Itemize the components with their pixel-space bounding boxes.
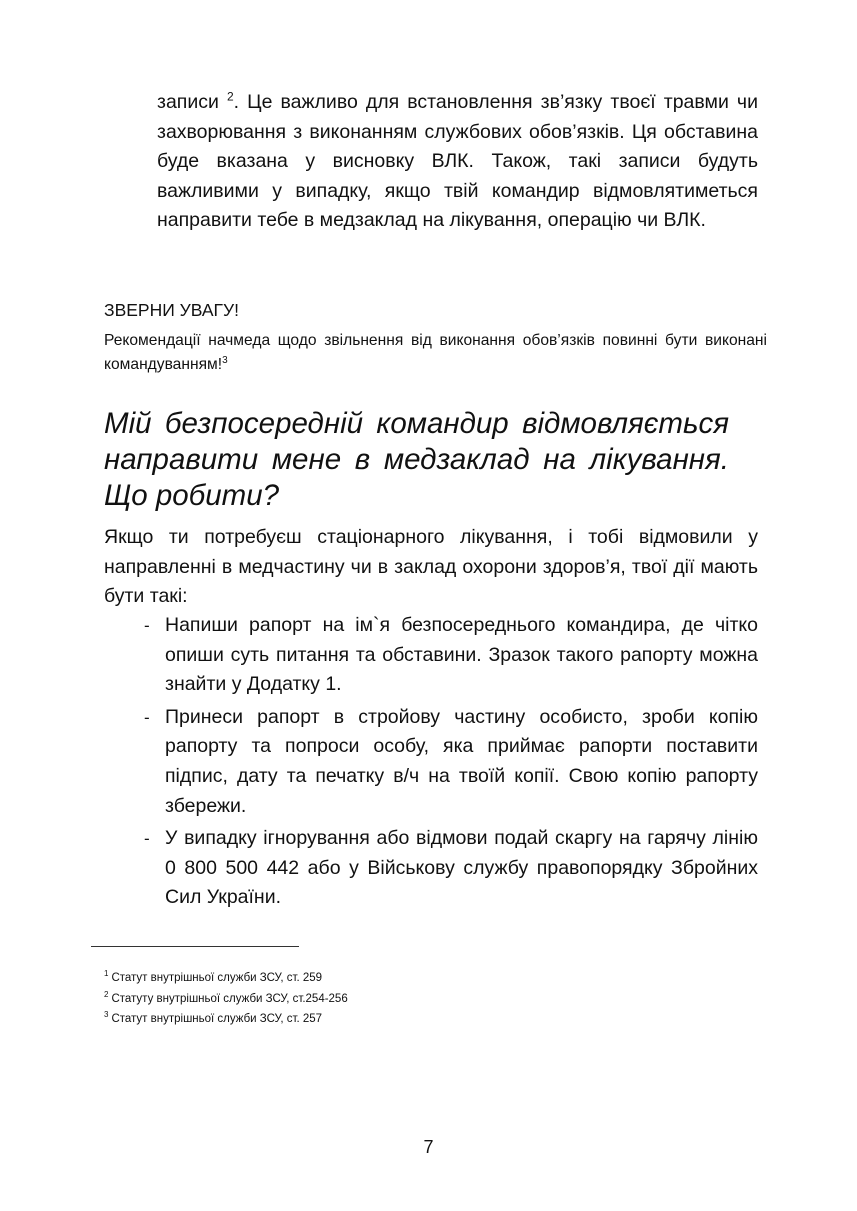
notice-text: [104, 329, 767, 377]
list-dash: -: [144, 829, 150, 849]
notice-body: Рекомендації начмеда щодо звільнення від виконання обов’язків повинні бути виконані командуванням!: [104, 332, 767, 373]
page-number: 7: [423, 1137, 434, 1157]
list-item-text: Напиши рапорт на ім`я безпосереднього командира, де чітко опиши суть питання та обставини. Зразок такого рапорту можна знайти у Додатку 1.: [165, 614, 758, 696]
list-item-text: У випадку ігнорування або відмови подай скаргу на гарячу лінію 0 800 500 442 або у Військову службу правопорядку Збройних Сил України.: [165, 827, 758, 909]
action-list: [0, 611, 857, 916]
footnote-ref-3[interactable]: 3: [222, 354, 228, 366]
footnote-number: 3: [104, 1010, 109, 1020]
notice-title: ЗВЕРНИ УВАГУ!: [104, 300, 240, 320]
list-item: [0, 703, 857, 821]
list-item-text: Принеси рапорт в стройову частину особисто, зроби копію рапорту та попроси особу, яка приймає рапорти поставити підпис, дату та печатку в/ч на твоїй копії. Свою копію рапорту збережи.: [165, 705, 758, 817]
footnote-text: Статуту внутрішньої служби ЗСУ, ст.254-256: [111, 992, 348, 1005]
footnote-text: Статут внутрішньої служби ЗСУ, ст. 257: [111, 1013, 323, 1025]
footnote-text: Статут внутрішньої служби ЗСУ, ст. 259: [111, 972, 323, 984]
continuation-text-start: записи: [157, 91, 227, 113]
footnote-number: 1: [104, 969, 109, 979]
footnote-ref-2[interactable]: 2: [226, 89, 234, 104]
section-heading: Мій безпосередній командир відмовляється направити мене в медзаклад на лікування. Що робити?: [104, 407, 729, 512]
footnote-separator: [91, 946, 299, 947]
footnote-3: [104, 1009, 704, 1030]
list-item: [0, 824, 857, 913]
list-item: [0, 611, 857, 700]
footnotes: [104, 968, 704, 1030]
list-dash: -: [144, 707, 150, 727]
list-dash: -: [144, 616, 150, 635]
continuation-paragraph: [157, 88, 758, 236]
footnote-1: [104, 968, 704, 989]
continuation-text-end: . Це важливо для встановлення зв’язку твоєї травми чи захворювання з виконанням службових обов’язків. Ця обставина буде вказана у висновку ВЛК. Також, такі записи будуть важливими у випадку, якщо твій командир відмовлятиметься направити тебе в медзаклад на лікування, операцію чи ВЛК.: [157, 91, 758, 232]
footnote-number: 2: [104, 989, 109, 999]
footnote-2: [104, 989, 704, 1010]
intro-paragraph: Якщо ти потребуєш стаціонарного лікування, і тобі відмовили у направленні в медчастину чи в заклад охорони здоров’я, твої дії мають бути такі:: [104, 526, 758, 608]
